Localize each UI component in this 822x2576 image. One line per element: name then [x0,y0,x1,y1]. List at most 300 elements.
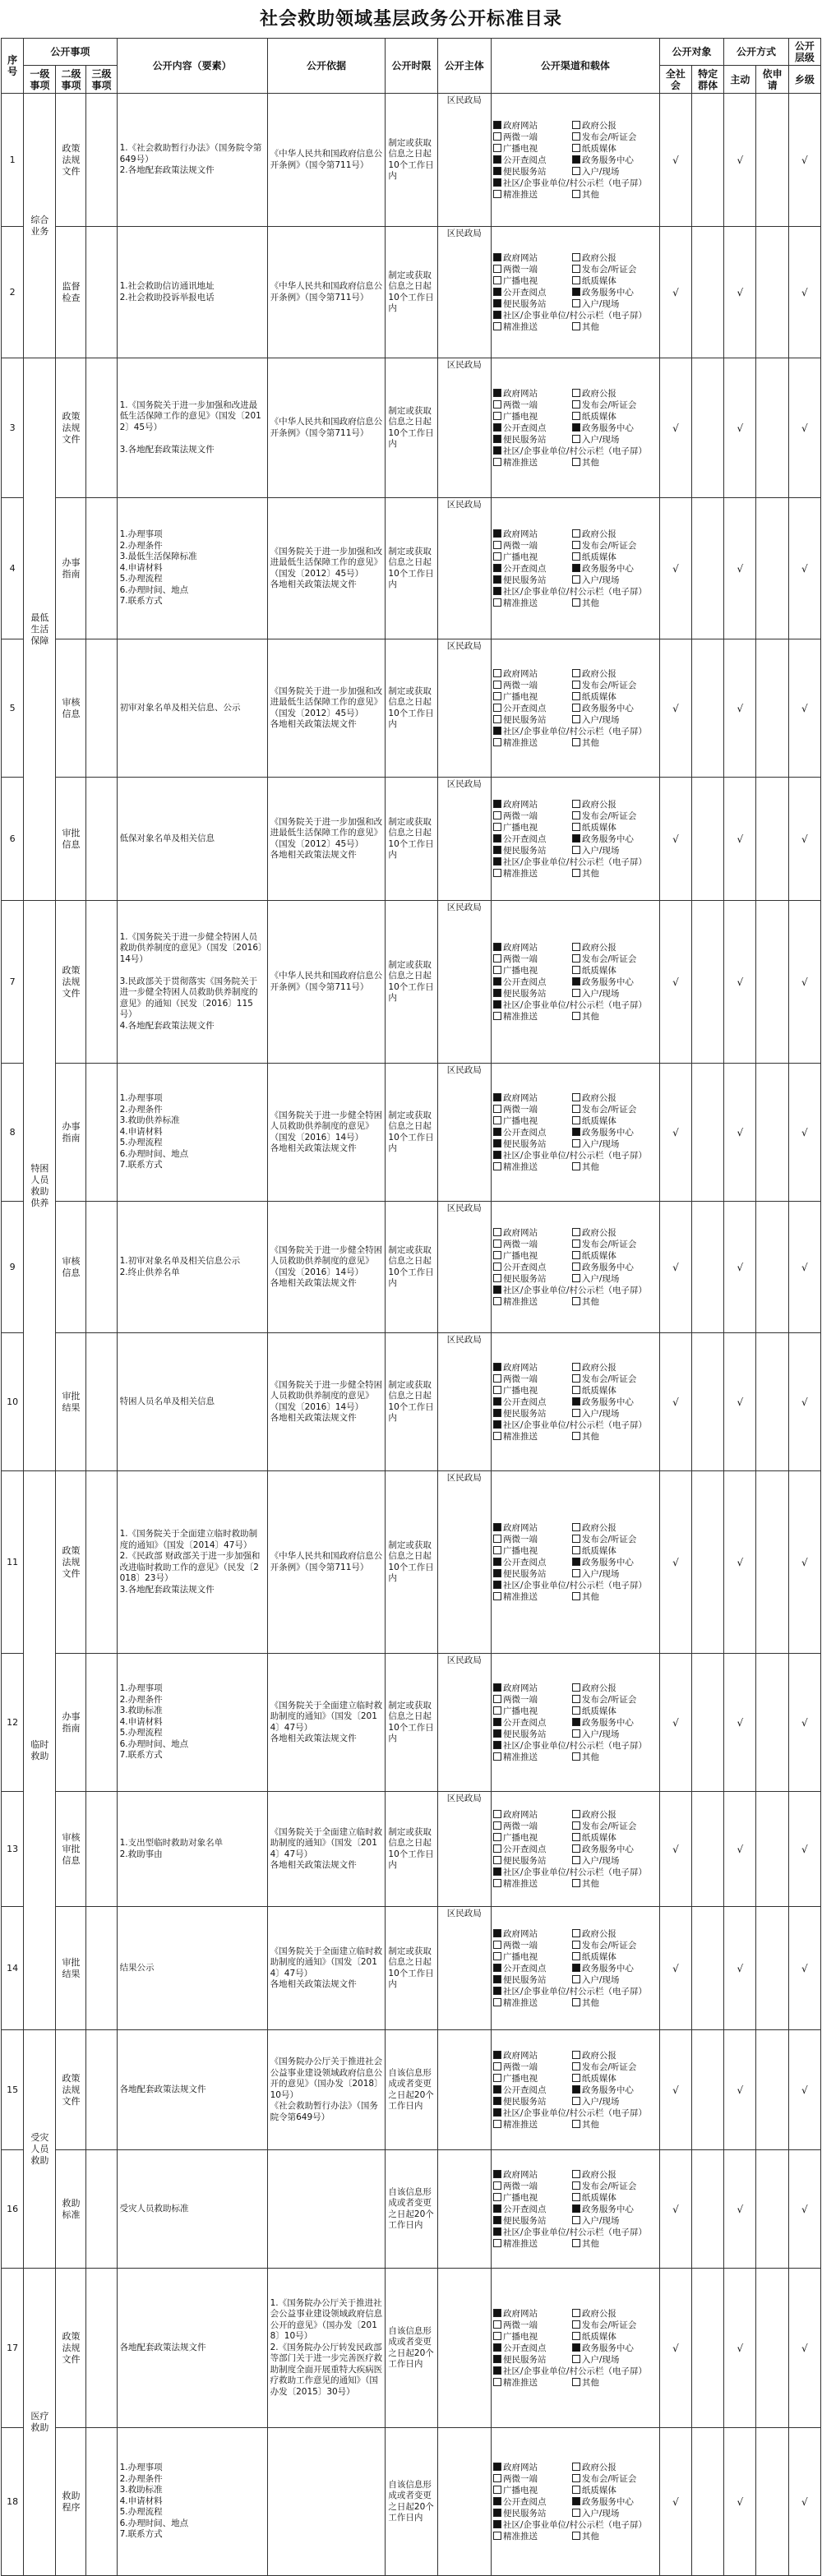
level3-item [86,358,117,498]
subject-cell: 区民政局 [437,639,491,778]
mark-all: √ [659,1064,691,1202]
channel-option [493,1706,572,1717]
channel-option [493,2531,572,2542]
unchecked-box-icon [493,738,501,746]
mark-request [756,1792,788,1907]
table-row [2,94,821,227]
table-row [2,1907,821,2030]
row-number: 2 [2,227,24,358]
level3-item [86,1654,117,1792]
channel-label: 其他 [581,598,599,608]
channel-option [493,2343,572,2354]
channel-label: 便民服务站 [502,166,547,177]
channel-option [493,988,572,999]
channel-label: 政府公报 [581,2462,616,2472]
unchecked-box-icon [493,400,501,409]
unchecked-box-icon [493,412,501,420]
channel-option [493,1239,572,1250]
channel-option [572,868,651,879]
row-number: 18 [2,2428,24,2576]
checked-box-icon [493,2085,501,2094]
timing-cell: 自该信息形成或者变更之日起20个工作日内 [386,2030,437,2150]
channel-option [493,2308,572,2320]
channel-option [493,1092,572,1104]
checked-box-icon [572,1558,580,1566]
level3-item [86,227,117,358]
channel-option [572,540,651,552]
header-active: 主动 [724,66,756,94]
checked-box-icon [493,564,501,572]
channels-cell [491,1333,659,1471]
channel-option [572,1115,651,1127]
channel-option [493,1011,572,1023]
unchecked-box-icon [493,322,501,330]
unchecked-box-icon [493,2320,501,2329]
channel-label: 政务服务中心 [581,1127,634,1138]
checked-box-icon [493,727,501,735]
mark-active: √ [724,1064,756,1202]
channel-option [493,1262,572,1273]
basis-cell: 《国务院关于全面建立临时救助制度的通知》（国发〔2014〕47号） 各地相关政策法规文件 [267,1654,386,1792]
channels-cell [491,498,659,639]
channel-option [572,1385,651,1396]
unchecked-box-icon [493,1535,501,1543]
mark-active: √ [724,639,756,778]
unchecked-box-icon [493,1941,501,1949]
unchecked-box-icon [572,265,580,273]
row-number: 6 [2,778,24,901]
channel-option [493,714,572,726]
content-cell: 1.《国务院关于进一步健全特困人员救助供养制度的意见》（国发〔2016〕14号） 3.民政部关于贯彻落实《国务院关于进一步健全特困人员救助供养制度的意见》的通知（民发〔2016〕115号） 4.各地配套政策法规文件 [117,901,267,1064]
checked-box-icon [493,834,501,843]
basis-cell: 《国务院关于进一步加强和改进最低生活保障工作的意见》（国发〔2012〕45号） 各地相关政策法规文件 [267,639,386,778]
level2-item: 救助标准 [56,2150,86,2269]
channel-option [572,1928,651,1940]
checked-box-icon [493,1964,501,1972]
basis-cell [267,2428,386,2576]
channel-label: 政府网站 [502,2169,538,2180]
timing-cell: 制定或获取信息之日起10个工作日内 [386,94,437,227]
channel-label: 纸质媒体 [581,1385,616,1396]
mark-request [756,2269,788,2428]
unchecked-box-icon [572,435,580,443]
timing-cell: 制定或获取信息之日起10个工作日内 [386,639,437,778]
channel-option [572,143,651,155]
checked-box-icon [493,1128,501,1136]
channel-option [572,703,651,714]
checked-box-icon [493,1409,501,1417]
channel-label: 两微一端 [502,132,538,142]
channel-option [493,287,572,298]
unchecked-box-icon [572,1409,580,1417]
table-row [2,227,821,358]
channel-option [572,2496,651,2508]
header-objects: 公开对象 [659,39,723,66]
channel-option [493,1115,572,1127]
channel-option [572,552,651,563]
channel-label: 纸质媒体 [581,143,616,154]
channel-label: 发布会/听证会 [581,2181,637,2191]
channels-cell [491,227,659,358]
channel-option [572,132,651,143]
unchecked-box-icon [572,190,580,198]
mark-specific [692,1792,724,1907]
channel-option [493,411,572,422]
channel-option [493,1951,572,1963]
channel-label: 入户/现场 [581,1974,620,1985]
checked-box-icon [493,1420,501,1429]
channel-label: 入户/现场 [581,714,620,725]
channel-label: 公开查阅点 [502,1127,547,1138]
unchecked-box-icon [572,1546,580,1554]
checked-box-icon [493,529,501,538]
channel-label: 便民服务站 [502,845,547,856]
mark-town: √ [788,778,820,901]
content-cell: 1.初审对象名单及相关信息公示 2.终止供养名单 [117,1202,267,1333]
mark-all: √ [659,1907,691,2030]
unchecked-box-icon [572,692,580,700]
level1-item: 综合业务 [24,94,56,358]
level3-item [86,1907,117,2030]
channel-option [493,2084,572,2096]
channel-label: 纸质媒体 [581,965,616,976]
checked-box-icon [493,2343,501,2352]
channel-label: 政府网站 [502,388,538,399]
subject-cell: 区民政局 [437,227,491,358]
channel-label: 精准推送 [502,2119,538,2130]
table-body [2,94,821,2576]
channel-label: 两微一端 [502,953,538,964]
checked-box-icon [493,178,501,187]
content-cell: 受灾人员救助标准 [117,2150,267,2269]
level2-item: 审批结果 [56,1907,86,2030]
unchecked-box-icon [493,1263,501,1271]
channel-label: 社区/企事业单位/村公示栏（电子屏） [502,2366,648,2376]
channels-cell [491,2030,659,2150]
unchecked-box-icon [493,1228,501,1236]
mark-active: √ [724,1202,756,1333]
channel-label: 其他 [581,1878,599,1889]
channel-option [493,1821,572,1832]
channel-label: 政府公报 [581,1092,616,1103]
channel-option [572,1821,651,1832]
checked-box-icon [493,1151,501,1159]
mark-specific [692,2150,724,2269]
unchecked-box-icon [572,715,580,723]
channel-option [572,1296,651,1308]
channel-option [493,1431,572,1443]
channel-label: 入户/现场 [581,845,620,856]
channel-label: 精准推送 [502,1591,538,1602]
unchecked-box-icon [493,811,501,819]
channel-option [572,1832,651,1844]
checked-box-icon [493,1558,501,1566]
checked-box-icon [493,2463,501,2471]
channel-label: 政务服务中心 [581,1557,634,1567]
channel-option [572,2192,651,2204]
channel-option [493,1408,572,1420]
channel-label: 社区/企事业单位/村公示栏（电子屏） [502,999,648,1010]
unchecked-box-icon [572,1695,580,1703]
checked-box-icon [493,2051,501,2059]
channel-label: 发布会/听证会 [581,1534,637,1544]
unchecked-box-icon [493,704,501,712]
content-cell: 1.社会救助信访通讯地址 2.社会救助投诉举报电话 [117,227,267,358]
checked-box-icon [493,2366,501,2375]
unchecked-box-icon [572,1105,580,1113]
timing-cell: 制定或获取信息之日起10个工作日内 [386,227,437,358]
unchecked-box-icon [572,1929,580,1937]
channel-option [493,2473,572,2485]
unchecked-box-icon [493,552,501,561]
channels-cell [491,2428,659,2576]
channel-label: 广播电视 [502,2192,538,2203]
channel-option [572,833,651,845]
channel-option [493,868,572,879]
channel-label: 两微一端 [502,1694,538,1705]
subject-cell [437,2030,491,2150]
level3-item [86,1064,117,1202]
channel-label: 广播电视 [502,2073,538,2084]
channel-label: 便民服务站 [502,298,547,309]
unchecked-box-icon [572,552,580,561]
checked-box-icon [493,446,501,455]
timing-cell: 自该信息形成或者变更之日起20个工作日内 [386,2150,437,2269]
unchecked-box-icon [572,1941,580,1949]
channel-option [572,1273,651,1285]
channel-option [572,822,651,833]
channel-label: 社区/企事业单位/村公示栏（电子屏） [502,726,648,736]
channel-label: 社区/企事业单位/村公示栏（电子屏） [502,2107,648,2118]
unchecked-box-icon [493,458,501,466]
checked-box-icon [493,2520,501,2528]
subject-cell [437,2269,491,2428]
checked-box-icon [493,2170,501,2178]
channel-option [493,1580,654,1591]
header-subject: 公开主体 [437,39,491,94]
channel-label: 社区/企事业单位/村公示栏（电子屏） [502,586,648,597]
channel-label: 政府公报 [581,388,616,399]
channel-option [572,2204,651,2215]
channel-label: 精准推送 [502,189,538,200]
channel-label: 公开查阅点 [502,2496,547,2507]
level3-item [86,94,117,227]
channel-option [493,668,572,680]
channel-option [493,2061,572,2073]
unchecked-box-icon [572,1752,580,1761]
channel-label: 广播电视 [502,1385,538,1396]
header-seq: 序号 [2,39,24,94]
channel-option [572,976,651,988]
channel-option [572,563,651,575]
channel-label: 其他 [581,1011,599,1022]
channel-option [572,2508,651,2519]
channel-option [572,120,651,132]
channel-option [572,252,651,264]
unchecked-box-icon [572,276,580,284]
channel-label: 精准推送 [502,737,538,748]
channel-option [493,1717,572,1729]
channel-label: 精准推送 [502,1296,538,1307]
channel-option [572,1362,651,1373]
checked-box-icon [493,2227,501,2236]
channel-option [493,1844,572,1855]
mark-specific [692,639,724,778]
unchecked-box-icon [572,1274,580,1282]
basis-cell: 《中华人民共和国政府信息公开条例》（国令第711号） [267,1471,386,1654]
channels-cell [491,1202,659,1333]
table-row [2,358,821,498]
unchecked-box-icon [493,2474,501,2482]
header-channels: 公开渠道和载体 [491,39,659,94]
unchecked-box-icon [572,2463,580,2471]
channel-option [493,942,572,953]
channel-label: 广播电视 [502,411,538,422]
level1-item: 受灾人员救助 [24,2030,56,2269]
channel-option [572,668,651,680]
channel-label: 社区/企事业单位/村公示栏（电子屏） [502,1986,648,1997]
mark-specific [692,1471,724,1654]
channel-option [493,2508,572,2519]
row-number: 4 [2,498,24,639]
channel-option [572,1752,651,1763]
checked-box-icon [493,1729,501,1738]
basis-cell: 《国务院关于全面建立临时救助制度的通知》（国发〔2014〕47号） 各地相关政策法规文件 [267,1907,386,2030]
channel-option [493,953,572,965]
unchecked-box-icon [572,1240,580,1248]
channel-label: 其他 [581,1997,599,2008]
header-level: 公开层级 [788,39,820,66]
mark-active: √ [724,1792,756,1907]
table-row [2,2030,821,2150]
checked-box-icon [493,2108,501,2117]
checked-box-icon [493,1363,501,1371]
level2-item: 政策法规文件 [56,2030,86,2150]
channel-label: 发布会/听证会 [581,1239,637,1249]
channel-option [493,2366,654,2377]
channel-option [493,1878,572,1890]
channel-option [493,1832,572,1844]
channel-label: 公开查阅点 [502,976,547,987]
channel-option [572,399,651,411]
channel-label: 其他 [581,2119,599,2130]
channel-label: 政府网站 [502,120,538,131]
channel-label: 政务服务中心 [581,155,634,165]
channels-cell [491,639,659,778]
header-basis: 公开依据 [267,39,386,94]
channel-label: 入户/现场 [581,2508,620,2518]
channel-label: 便民服务站 [502,714,547,725]
channel-label: 公开查阅点 [502,1717,547,1728]
row-number: 17 [2,2269,24,2428]
subject-cell [437,2428,491,2576]
mark-specific [692,94,724,227]
checked-box-icon [493,575,501,584]
mark-active: √ [724,1907,756,2030]
channel-label: 便民服务站 [502,575,547,585]
basis-cell: 《中华人民共和国政府信息公开条例》（国令第711号） [267,94,386,227]
content-cell: 初审对象名单及相关信息、公示 [117,639,267,778]
channels-cell [491,2150,659,2269]
channel-label: 入户/现场 [581,2354,620,2365]
channel-label: 政府公报 [581,668,616,679]
channel-label: 精准推送 [502,2377,538,2388]
mark-specific [692,498,724,639]
channel-label: 其他 [581,1752,599,1762]
checked-box-icon [493,1397,501,1406]
channel-option [572,2050,651,2061]
unchecked-box-icon [572,2486,580,2494]
channel-option [493,1373,572,1385]
timing-cell: 制定或获取信息之日起10个工作日内 [386,778,437,901]
mark-request [756,2030,788,2150]
unchecked-box-icon [572,1297,580,1305]
channel-label: 政府公报 [581,252,616,263]
channel-option [493,310,654,321]
unchecked-box-icon [572,1251,580,1259]
channel-option [493,976,572,988]
checked-box-icon [493,1000,501,1009]
channels-cell [491,1792,659,1907]
channel-option [493,2073,572,2084]
channels-cell [491,358,659,498]
channel-option [493,1285,654,1296]
channel-label: 精准推送 [502,1878,538,1889]
channel-label: 政务服务中心 [581,976,634,987]
content-cell: 1.支出型临时救助对象名单 2.救助事由 [117,1792,267,1907]
channel-option [572,953,651,965]
channel-option [572,965,651,976]
mark-all: √ [659,1333,691,1471]
unchecked-box-icon [493,1162,501,1170]
channel-option [572,1717,651,1729]
checked-box-icon [572,2497,580,2505]
channel-option [493,120,572,132]
channel-option [493,1138,572,1150]
unchecked-box-icon [493,1752,501,1761]
mark-all: √ [659,94,691,227]
channel-label: 广播电视 [502,1951,538,1962]
unchecked-box-icon [493,2486,501,2494]
channel-label: 政府网站 [502,2050,538,2061]
unchecked-box-icon [493,1952,501,1960]
table-row [2,778,821,901]
channel-label: 政务服务中心 [581,1963,634,1974]
timing-cell: 制定或获取信息之日起10个工作日内 [386,1202,437,1333]
timing-cell: 自该信息形成或者变更之日起20个工作日内 [386,2269,437,2428]
channel-label: 公开查阅点 [502,287,547,298]
channel-label: 政务服务中心 [581,1844,634,1854]
unchecked-box-icon [572,1116,580,1124]
channel-option [493,1683,572,1694]
mark-town: √ [788,1064,820,1202]
mark-town: √ [788,2150,820,2269]
level2-item: 审核信息 [56,1202,86,1333]
level3-item [86,1471,117,1654]
unchecked-box-icon [493,1856,501,1864]
channel-label: 纸质媒体 [581,1545,616,1556]
channel-option [493,1104,572,1115]
unchecked-box-icon [572,1592,580,1600]
channel-label: 便民服务站 [502,2096,547,2107]
unchecked-box-icon [493,1297,501,1305]
channel-label: 入户/现场 [581,1855,620,1866]
channel-label: 精准推送 [502,457,538,468]
checked-box-icon [493,2497,501,2505]
channel-option [572,1396,651,1408]
table-row [2,2150,821,2269]
unchecked-box-icon [572,1228,580,1236]
